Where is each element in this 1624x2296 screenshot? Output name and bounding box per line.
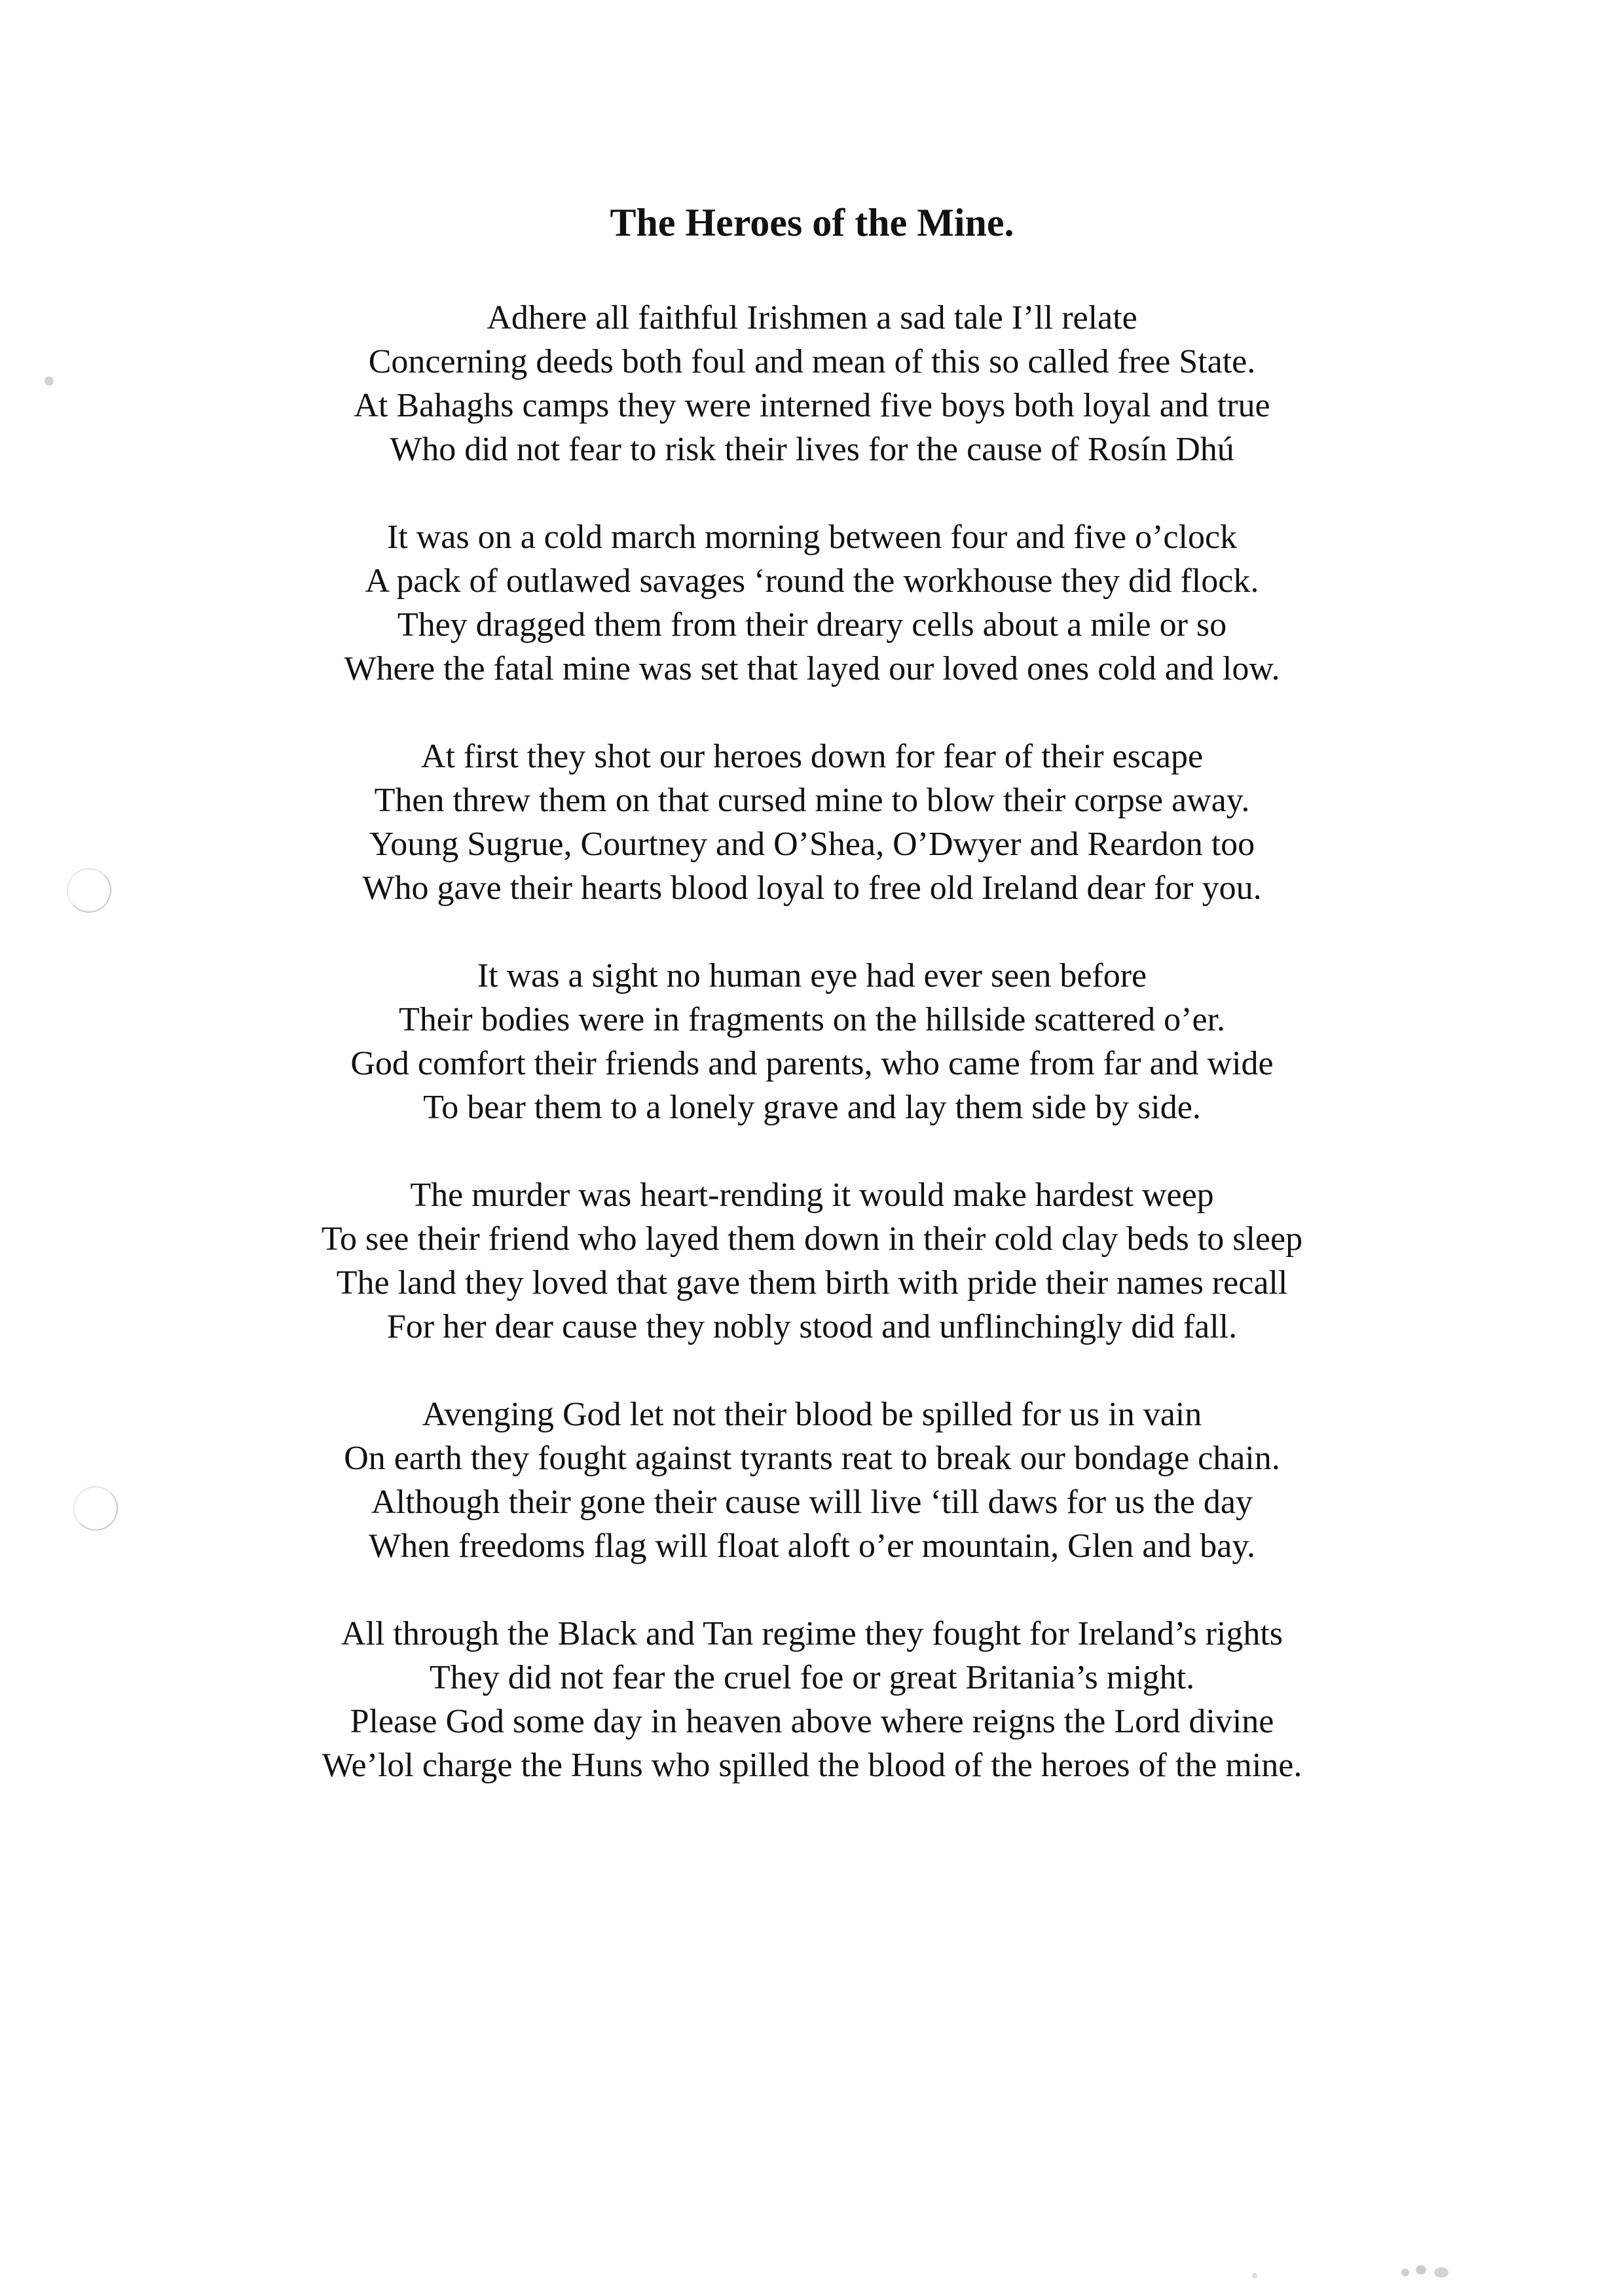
scan-speck [1434, 2267, 1449, 2278]
poem-line: For her dear cause they nobly stood and unflinchingly did fall. [386, 1308, 1238, 1345]
poem-line: It was on a cold march morning between four and five o’clock [386, 519, 1238, 556]
poem-line: The land they loved that gave them birth with pride their names recall [336, 1264, 1288, 1302]
poem-line: A pack of outlawed savages ‘round the workhouse they did flock. [365, 562, 1259, 600]
poem-line: Adhere all faithful Irishmen a sad tale I’ll relate [487, 299, 1137, 337]
poem-line: Their bodies were in fragments on the hillside scattered o’er. [398, 1001, 1225, 1038]
stanza-7 [0, 1612, 1624, 1787]
scan-speck [1416, 2265, 1426, 2274]
punch-hole-upper [67, 868, 111, 913]
scan-speck [1401, 2269, 1409, 2276]
scan-speck [1252, 2273, 1257, 2278]
poem-line: When freedoms flag will float aloft o’er mountain, Glen and bay. [369, 1527, 1255, 1565]
poem-line: Where the fatal mine was set that layed our loved ones cold and low. [344, 650, 1280, 687]
poem-line: At Bahaghs camps they were interned five boys both loyal and true [354, 387, 1270, 424]
poem-line: Avenging God let not their blood be spilled for us in vain [422, 1396, 1202, 1433]
poem-title: The Heroes of the Mine. [610, 201, 1014, 244]
poem-line: Who gave their hearts blood loyal to free old Ireland dear for you. [362, 869, 1262, 907]
poem-line: Although their gone their cause will live ‘till daws for us the day [371, 1484, 1253, 1521]
poem-body [0, 296, 1624, 1831]
poem-line: They dragged them from their dreary cells about a mile or so [397, 606, 1227, 644]
poem-line: They did not fear the cruel foe or great Britania’s might. [429, 1659, 1195, 1696]
stanza-4 [0, 954, 1624, 1129]
poem-line: The murder was heart-rending it would make hardest weep [410, 1176, 1214, 1214]
poem-line: We’lol charge the Huns who spilled the blood of the heroes of the mine. [322, 1747, 1302, 1784]
poem-line: God comfort their friends and parents, who came from far and wide [350, 1045, 1274, 1082]
poem-line: All through the Black and Tan regime they fought for Ireland’s rights [341, 1615, 1283, 1652]
poem-line: Who did not fear to risk their lives for the cause of Rosín Dhú [390, 431, 1234, 468]
poem-line: On earth they fought against tyrants reat to break our bondage chain. [344, 1440, 1280, 1477]
poem-line: It was a sight no human eye had ever seen before [477, 957, 1147, 994]
scan-speck [45, 376, 54, 386]
poem-line: Young Sugrue, Courtney and O’Shea, O’Dwyer and Reardon too [369, 826, 1255, 863]
poem-line: Please God some day in heaven above where reigns the Lord divine [350, 1703, 1274, 1740]
stanza-1 [0, 296, 1624, 471]
stanza-2 [0, 515, 1624, 691]
poem-line: Concerning deeds both foul and mean of this so called free State. [368, 343, 1256, 380]
poem-line: At first they shot our heroes down for fear of their escape [420, 738, 1204, 775]
poem-line: To bear them to a lonely grave and lay them side by side. [423, 1089, 1201, 1126]
stanza-6 [0, 1393, 1624, 1568]
stanza-5 [0, 1173, 1624, 1349]
stanza-3 [0, 735, 1624, 910]
poem-line: Then threw them on that cursed mine to blow their corpse away. [374, 782, 1250, 819]
poem-line: To see their friend who layed them down in their cold clay beds to sleep [321, 1220, 1303, 1258]
punch-hole-lower [73, 1486, 118, 1531]
